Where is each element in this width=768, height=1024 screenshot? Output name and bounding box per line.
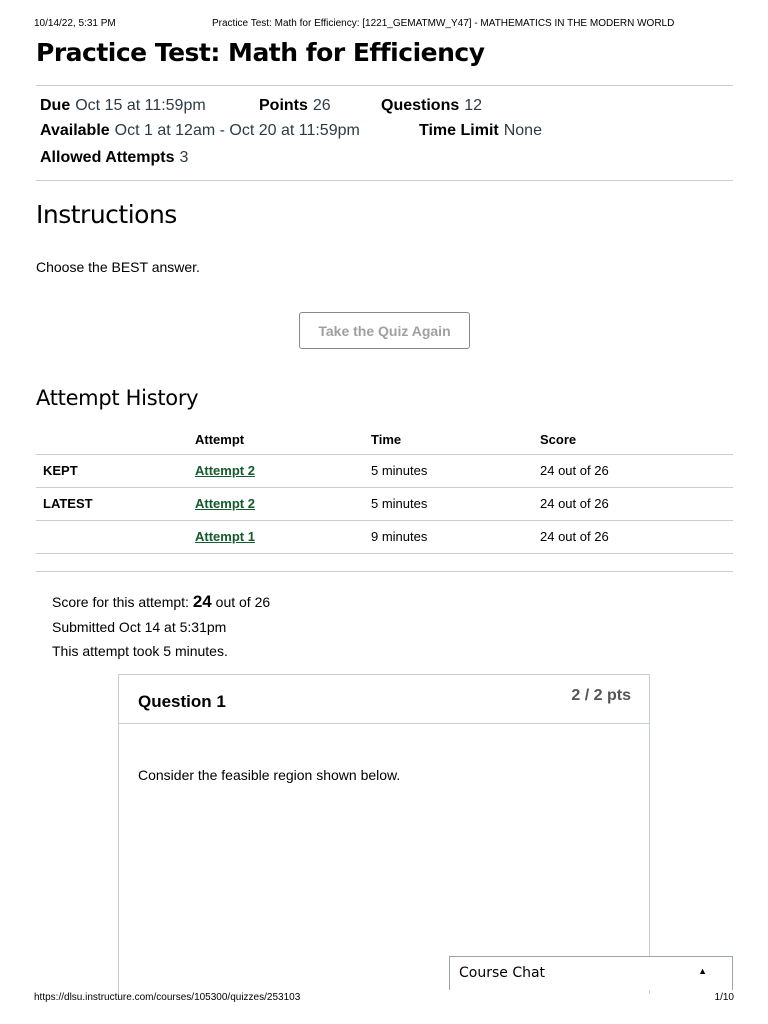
print-date: 10/14/22, 5:31 PM xyxy=(34,18,116,29)
questions-detail xyxy=(381,97,482,115)
attempt-time: 5 minutes xyxy=(371,463,428,478)
attempts-detail xyxy=(40,149,188,167)
attempt-status: LATEST xyxy=(43,496,93,511)
print-header xyxy=(34,18,734,29)
column-header-time: Time xyxy=(371,432,402,447)
attempt-history-table xyxy=(36,424,733,554)
table-row xyxy=(36,488,733,521)
available-label: Available xyxy=(40,122,110,139)
questions-label: Questions xyxy=(381,97,460,114)
question-text: Consider the feasible region shown below. xyxy=(138,767,401,783)
question-header xyxy=(119,675,649,724)
column-header-attempt: Attempt xyxy=(195,432,245,447)
question-card xyxy=(118,674,650,994)
caret-up-icon[interactable]: ▲ xyxy=(698,966,707,976)
table-row xyxy=(36,521,733,554)
question-points: 2 / 2 pts xyxy=(571,687,631,704)
take-quiz-again-button[interactable]: Take the Quiz Again xyxy=(299,312,470,349)
quiz-details-row-1 xyxy=(40,97,206,115)
score-suffix: out of 26 xyxy=(215,594,271,610)
attempt-link[interactable]: Attempt 1 xyxy=(195,529,255,544)
column-header-score: Score xyxy=(540,432,577,447)
attempt-time: 5 minutes xyxy=(371,496,428,511)
due-value: Oct 15 at 11:59pm xyxy=(75,97,206,114)
duration-line: This attempt took 5 minutes. xyxy=(52,643,228,659)
attempt-score-line xyxy=(52,592,270,612)
time-limit-value: None xyxy=(503,122,542,139)
score-prefix: Score for this attempt: xyxy=(52,594,189,610)
attempt-status: KEPT xyxy=(43,463,78,478)
attempt-time: 9 minutes xyxy=(371,529,428,544)
attempt-score: 24 out of 26 xyxy=(540,463,609,478)
divider xyxy=(36,85,733,86)
table-row xyxy=(36,455,733,488)
print-url: https://dlsu.instructure.com/courses/105300/quizzes/253103 xyxy=(34,992,301,1003)
available-detail xyxy=(40,122,360,140)
print-footer xyxy=(34,992,734,1003)
divider xyxy=(36,571,733,572)
question-title: Question 1 xyxy=(138,692,226,711)
available-value: Oct 1 at 12am - Oct 20 at 11:59pm xyxy=(114,122,360,139)
table-header xyxy=(36,424,733,455)
time-limit-detail xyxy=(419,122,542,140)
attempt-score: 24 out of 26 xyxy=(540,529,609,544)
attempts-value: 3 xyxy=(179,149,189,166)
attempts-label: Allowed Attempts xyxy=(40,149,175,166)
score-value: 24 xyxy=(192,592,212,611)
instructions-heading: Instructions xyxy=(36,200,177,229)
attempt-score: 24 out of 26 xyxy=(540,496,609,511)
course-chat-bar[interactable] xyxy=(449,956,733,990)
print-page-number: 1/10 xyxy=(714,992,734,1003)
attempt-history-heading: Attempt History xyxy=(36,386,199,410)
submitted-line: Submitted Oct 14 at 5:31pm xyxy=(52,619,227,635)
attempt-link[interactable]: Attempt 2 xyxy=(195,463,255,478)
points-label: Points xyxy=(259,97,308,114)
divider xyxy=(36,180,733,181)
time-limit-label: Time Limit xyxy=(419,122,499,139)
attempt-link[interactable]: Attempt 2 xyxy=(195,496,255,511)
page-title: Practice Test: Math for Efficiency xyxy=(36,38,485,67)
points-value: 26 xyxy=(312,97,331,114)
print-title: Practice Test: Math for Efficiency: [1221_GEMATMW_Y47] - MATHEMATICS IN THE MODERN WORLD xyxy=(212,18,675,29)
questions-value: 12 xyxy=(464,97,483,114)
instructions-text: Choose the BEST answer. xyxy=(36,259,200,275)
course-chat-label: Course Chat xyxy=(459,965,546,981)
points-detail xyxy=(259,97,331,115)
due-label: Due xyxy=(40,97,71,114)
